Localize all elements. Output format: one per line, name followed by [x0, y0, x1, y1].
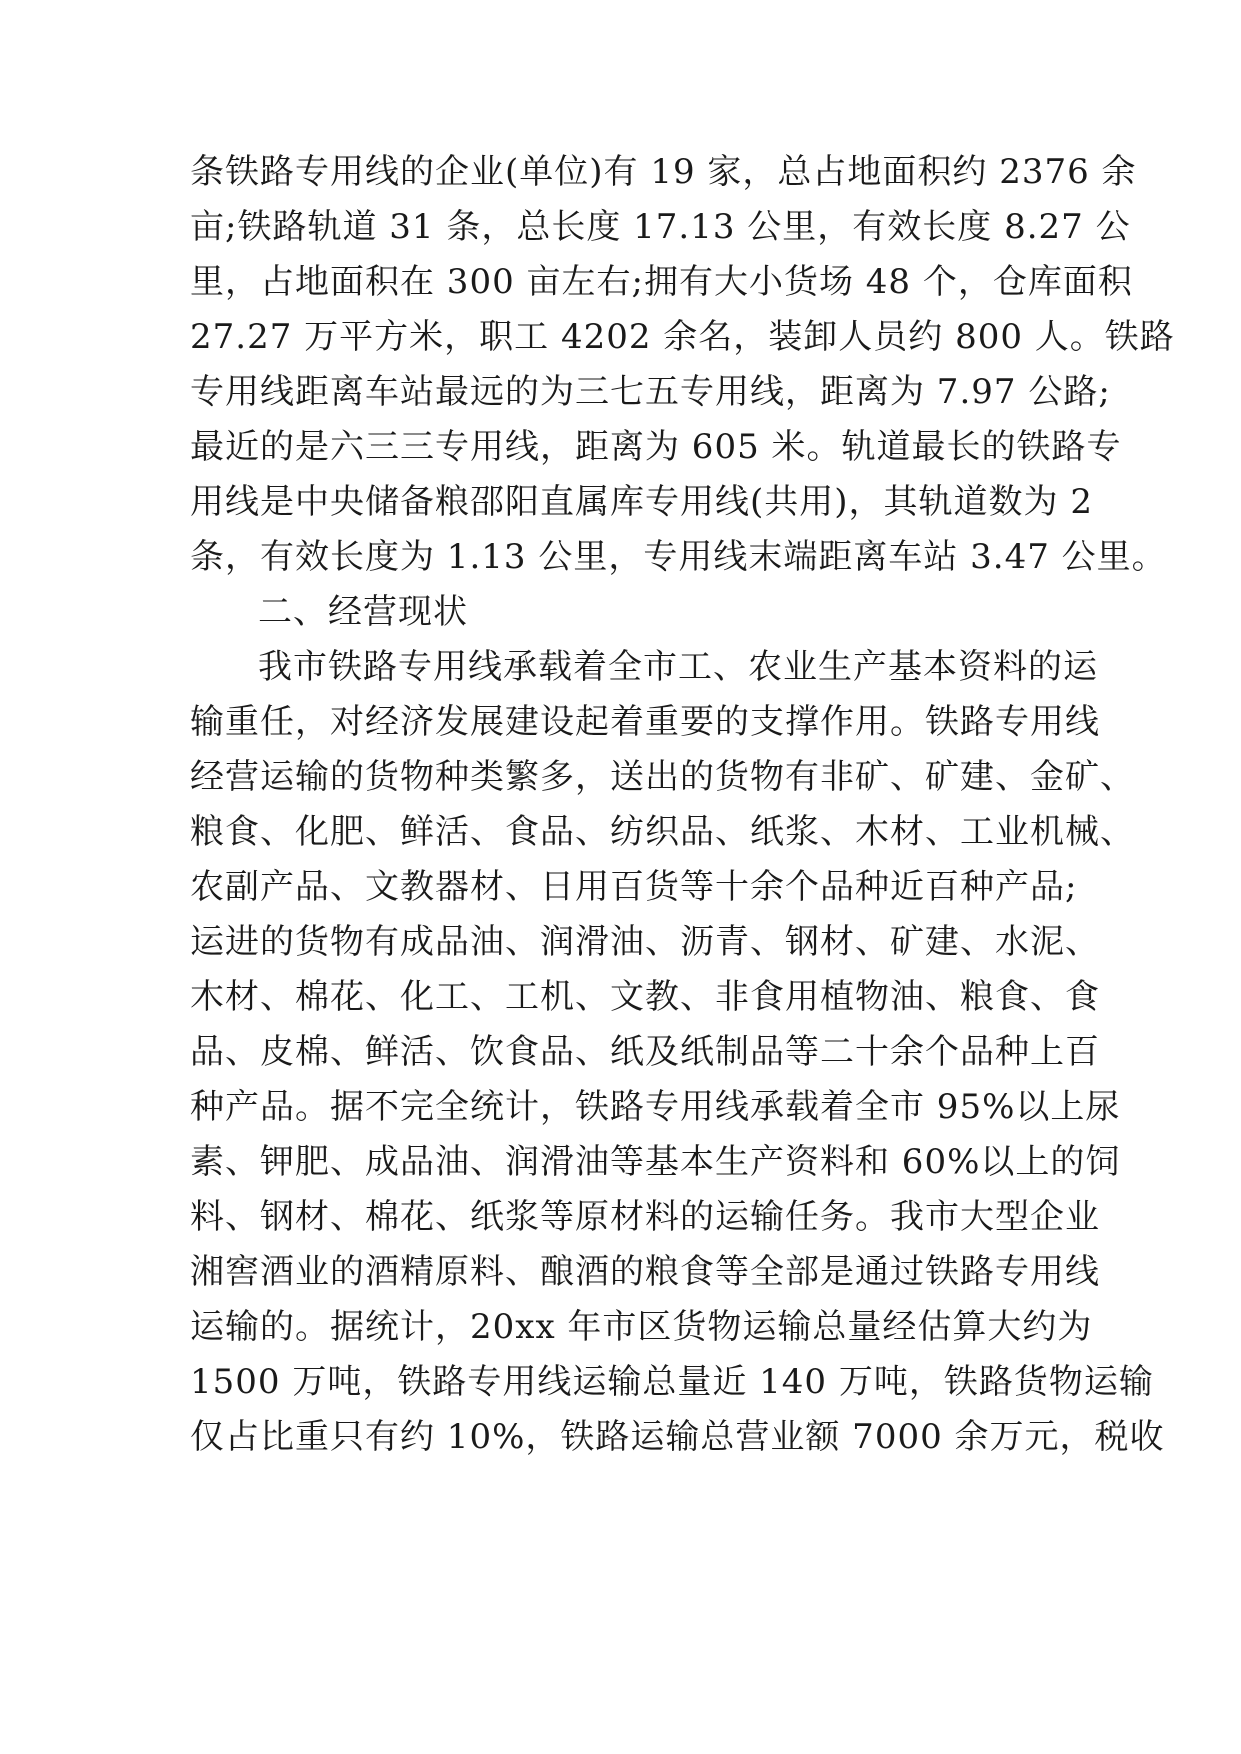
text-line: 条，有效长度为 1.13 公里，专用线末端距离车站 3.47 公里。 — [190, 537, 1167, 577]
text-line: 条铁路专用线的企业(单位)有 19 家，总占地面积约 2376 余 — [190, 152, 1137, 192]
text-line: 最近的是六三三专用线，距离为 605 米。轨道最长的铁路专 — [190, 427, 1122, 467]
text-line: 输重任，对经济发展建设起着重要的支撑作用。铁路专用线 — [190, 702, 1100, 742]
text-line: 1500 万吨，铁路专用线运输总量近 140 万吨，铁路货物运输 — [190, 1362, 1154, 1402]
text-line: 素、钾肥、成品油、润滑油等基本生产资料和 60%以上的饲 — [190, 1142, 1121, 1182]
text-line: 仅占比重只有约 10%，铁路运输总营业额 7000 余万元，税收 — [190, 1417, 1165, 1457]
text-line: 湘窖酒业的酒精原料、酿酒的粮食等全部是通过铁路专用线 — [190, 1252, 1100, 1292]
text-line: 用线是中央储备粮邵阳直属库专用线(共用)，其轨道数为 2 — [190, 482, 1093, 522]
text-line: 农副产品、文教器材、日用百货等十余个品种近百种产品; — [190, 867, 1078, 907]
text-line: 经营运输的货物种类繁多，送出的货物有非矿、矿建、金矿、 — [190, 757, 1135, 797]
text-line: 运输的。据统计，20xx 年市区货物运输总量经估算大约为 — [190, 1307, 1093, 1347]
text-line: 运进的货物有成品油、润滑油、沥青、钢材、矿建、水泥、 — [190, 922, 1100, 962]
text-line: 亩;铁路轨道 31 条，总长度 17.13 公里，有效长度 8.27 公 — [190, 207, 1131, 247]
section-heading: 二、经营现状 — [258, 592, 468, 632]
text-line: 种产品。据不完全统计，铁路专用线承载着全市 95%以上尿 — [190, 1087, 1121, 1127]
text-line: 里，占地面积在 300 亩左右;拥有大小货场 48 个，仓库面积 — [190, 262, 1133, 302]
text-line: 木材、棉花、化工、工机、文教、非食用植物油、粮食、食 — [190, 977, 1100, 1017]
text-line: 料、钢材、棉花、纸浆等原材料的运输任务。我市大型企业 — [190, 1197, 1100, 1237]
text-line: 品、皮棉、鲜活、饮食品、纸及纸制品等二十余个品种上百 — [190, 1032, 1100, 1072]
text-line: 27.27 万平方米，职工 4202 余名，装卸人员约 800 人。铁路 — [190, 317, 1175, 357]
paragraph-first-line: 我市铁路专用线承载着全市工、农业生产基本资料的运 — [258, 647, 1098, 687]
text-line: 粮食、化肥、鲜活、食品、纺织品、纸浆、木材、工业机械、 — [190, 812, 1135, 852]
text-line: 专用线距离车站最远的为三七五专用线，距离为 7.97 公路; — [190, 372, 1111, 412]
